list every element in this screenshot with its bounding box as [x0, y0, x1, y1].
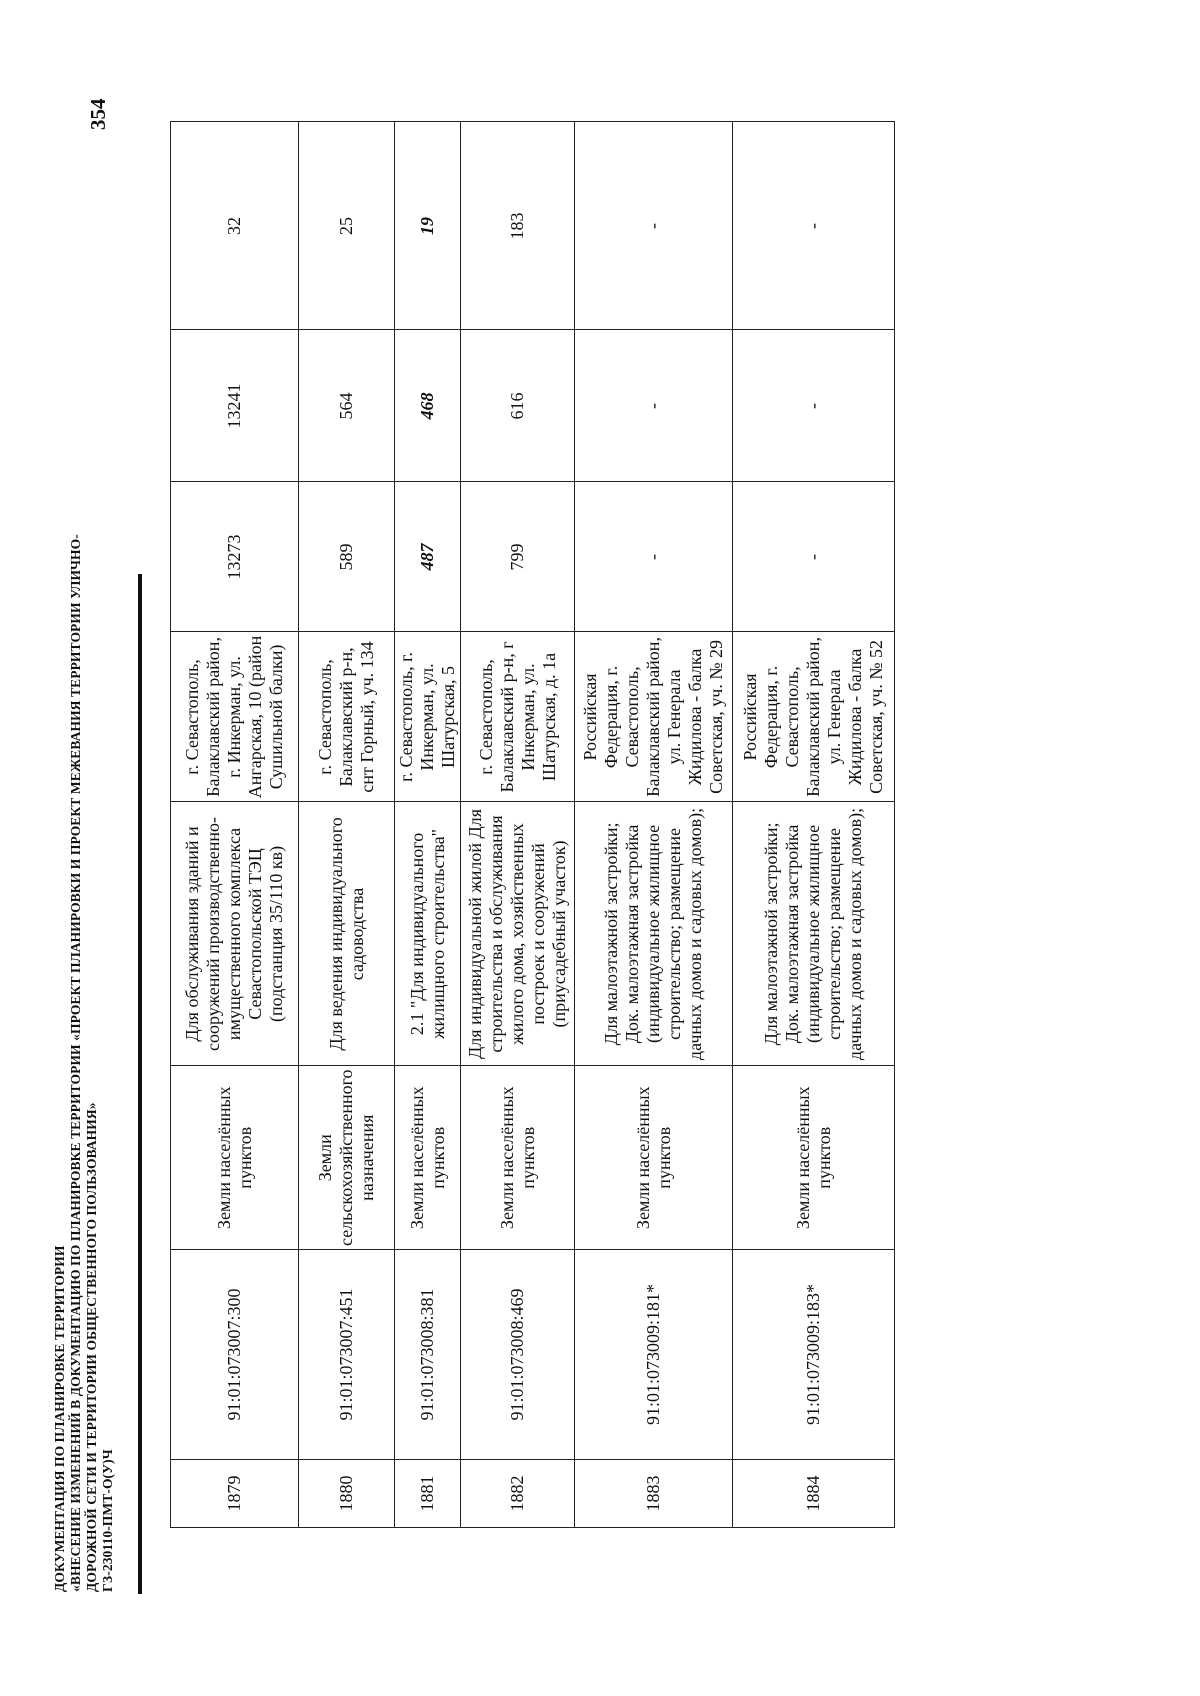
address: г. Севастополь, Балаклавский р-н, снт Горный, уч. 134 [299, 632, 395, 802]
row-number: 1882 [461, 1460, 575, 1528]
table-row [575, 122, 733, 1528]
permitted-use: Для малоэтажной застройки; Док. малоэтажная застройка (индивидуальное жилищное строительство; размещение дачных домов и садовых домов); [575, 802, 733, 1066]
permitted-use: Для малоэтажной застройки; Док. малоэтажная застройка (индивидуальное жилищное строительство; размещение дачных домов и садовых домов); [733, 802, 895, 1066]
cadastral-number: 91:01:073008:469 [461, 1250, 575, 1460]
permitted-use: Для ведения индивидуального садоводства [299, 802, 395, 1066]
permitted-use: Для индивидуальной жилой Для строительства и обслуживания жилого дома, хозяйственных построек и сооружений (приусадебный участок) [461, 802, 575, 1066]
land-category: Земли населённых пунктов [733, 1066, 895, 1250]
header-rule [138, 574, 142, 1594]
area-out: - [575, 122, 733, 330]
row-number: 1880 [299, 1460, 395, 1528]
header-subtitle-cont: ДОРОЖНОЙ СЕТИ И ТЕРРИТОРИИ ОБЩЕСТВЕННОГО ПОЛЬЗОВАНИЯ» [84, 1102, 99, 1592]
cadastral-number: 91:01:073008:381 [395, 1250, 461, 1460]
row-number: 1884 [733, 1460, 895, 1528]
cadastral-number: 91:01:073009:181* [575, 1250, 733, 1460]
address: г. Севастополь, г. Инкерман, ул. Шатурская, 5 [395, 632, 461, 802]
address: г. Севастополь, Балаклавский р-н, г Инкерман, ул. Шатурская, д. 1а [461, 632, 575, 802]
permitted-use: Для обслуживания зданий и сооружений производственно-имущественного комплекса Севастопольской ТЭЦ (подстанция 35/110 кв) [171, 802, 299, 1066]
table-row [395, 122, 461, 1528]
table-row [299, 122, 395, 1528]
area-total: 799 [461, 482, 575, 632]
row-number: 1879 [171, 1460, 299, 1528]
permitted-use: 2.1 "Для индивидуального жилищного строительства" [395, 802, 461, 1066]
cadastral-number: 91:01:073007:451 [299, 1250, 395, 1460]
area-in: 616 [461, 330, 575, 482]
land-category: Земли населённых пунктов [461, 1066, 575, 1250]
table-row [733, 122, 895, 1528]
plots-table [170, 121, 895, 1528]
area-total: - [575, 482, 733, 632]
cadastral-number: 91:01:073009:183* [733, 1250, 895, 1460]
area-out: 19 [395, 122, 461, 330]
address: г. Севастополь, Балаклавский район, г. Инкерман, ул. Ангарская, 10 (район Сушильной балки) [171, 632, 299, 802]
area-in: 468 [395, 330, 461, 482]
table-row [461, 122, 575, 1528]
address: Российская Федерация, г. Севастополь, Балаклавский район, ул. Генерала Жидилова - балка Советская, уч. № 52 [733, 632, 895, 802]
row-number: 1883 [575, 1460, 733, 1528]
area-in: 13241 [171, 330, 299, 482]
header-title: ДОКУМЕНТАЦИЯ ПО ПЛАНИРОВКЕ ТЕРРИТОРИИ [52, 1245, 67, 1592]
area-total: 589 [299, 482, 395, 632]
area-out: 183 [461, 122, 575, 330]
area-total: 13273 [171, 482, 299, 632]
land-category: Земли сельскохозяйственного назначения [299, 1066, 395, 1250]
row-number: 1881 [395, 1460, 461, 1528]
cadastral-number: 91:01:073007:300 [171, 1250, 299, 1460]
header-subtitle: «ВНЕСЕНИЕ ИЗМЕНЕНИЙ В ДОКУМЕНТАЦИЮ ПО ПЛАНИРОВКЕ ТЕРРИТОРИИ «ПРОЕКТ ПЛАНИРОВКИ И ПРОЕКТ МЕЖЕВАНИЯ ТЕРРИТОРИИ УЛИЧНО- [68, 534, 83, 1592]
area-in: 564 [299, 330, 395, 482]
area-out: 25 [299, 122, 395, 330]
area-total: - [733, 482, 895, 632]
land-category: Земли населённых пунктов [395, 1066, 461, 1250]
area-total: 487 [395, 482, 461, 632]
area-in: - [575, 330, 733, 482]
area-out: - [733, 122, 895, 330]
land-category: Земли населённых пунктов [575, 1066, 733, 1250]
header-code: ГЗ-230110-ПМТ-О(У)Ч [100, 1449, 115, 1592]
page-number: 354 [86, 98, 110, 130]
area-in: - [733, 330, 895, 482]
land-category: Земли населённых пунктов [171, 1066, 299, 1250]
table-row [171, 122, 299, 1528]
area-out: 32 [171, 122, 299, 330]
address: Российская Федерация, г. Севастополь, Балаклавский район, ул. Генерала Жидилова - балка Советская, уч. № 29 [575, 632, 733, 802]
document-header [52, 92, 116, 1592]
